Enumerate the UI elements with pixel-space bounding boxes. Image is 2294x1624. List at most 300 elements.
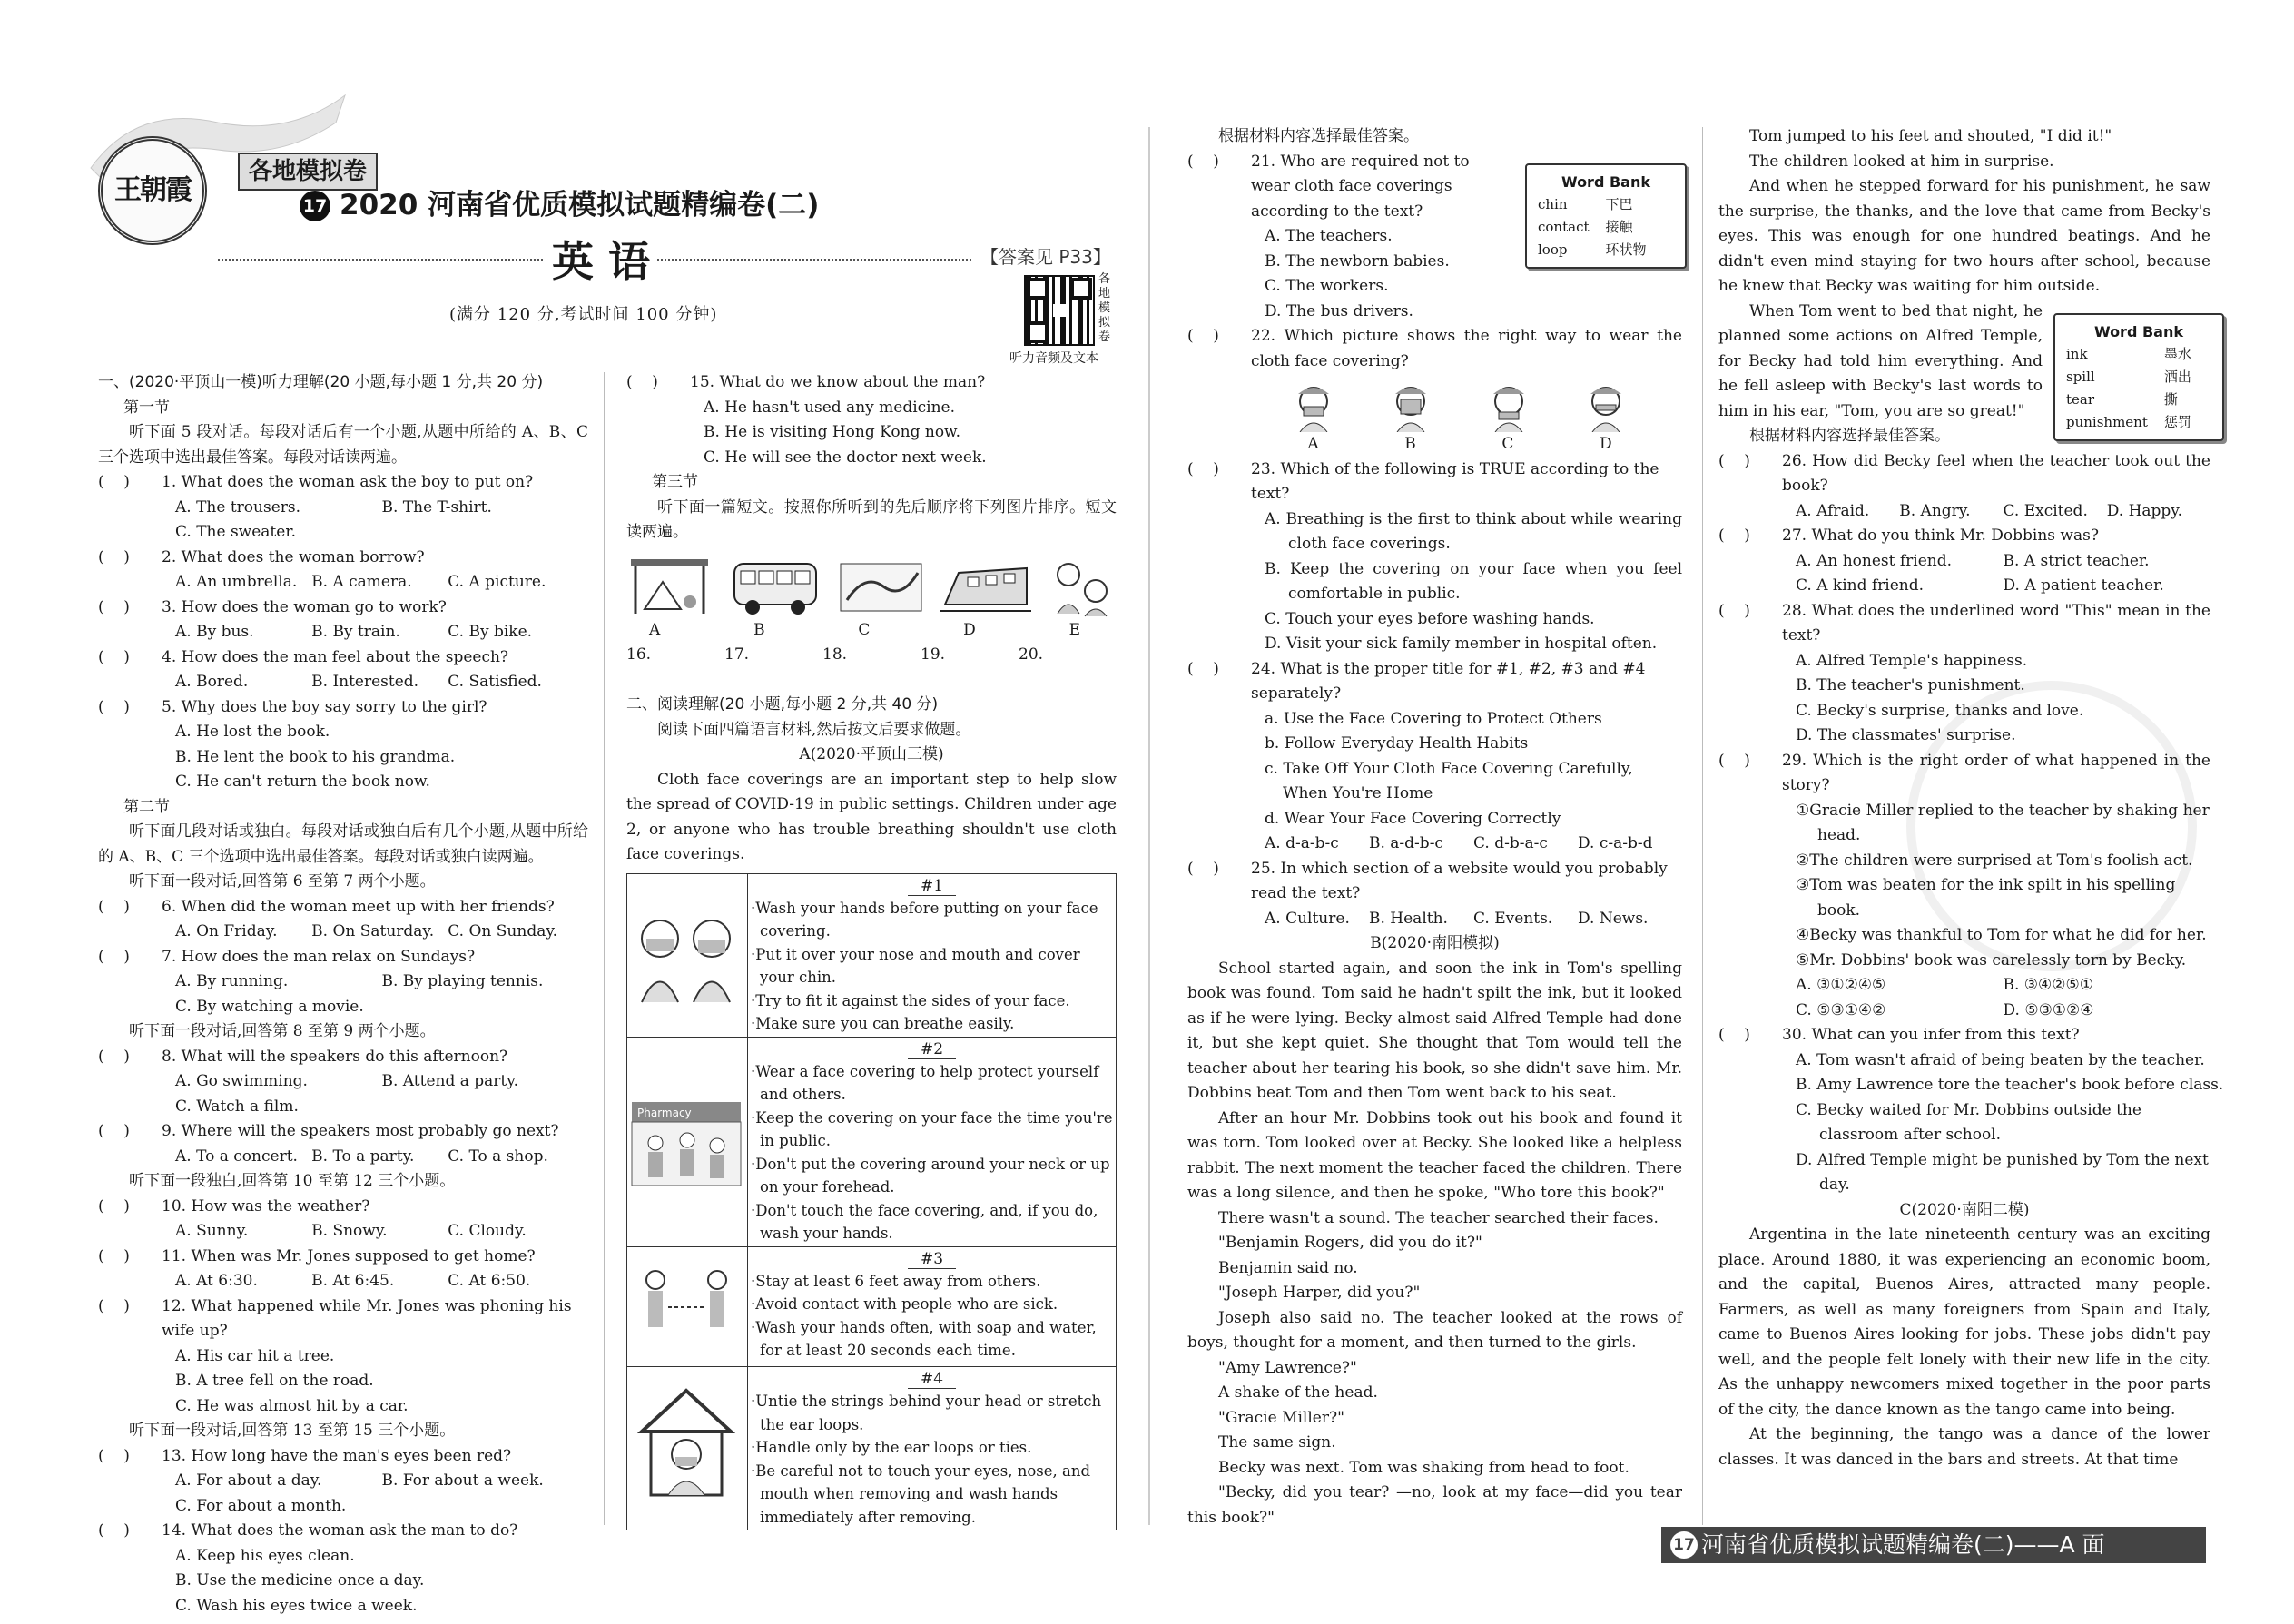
putting-on-mask-icon — [628, 875, 744, 1020]
exam-info: (满分 120 分,考试时间 100 分钟) — [449, 305, 718, 324]
question-12 — [98, 1294, 588, 1420]
question-4 — [98, 645, 588, 695]
word-bank-word: ink — [2066, 346, 2088, 362]
word-bank-word: punishment — [2066, 414, 2148, 430]
face-covering-tips-table — [626, 873, 1117, 1531]
passage-b-paragraph: "Becky, did you tear? —no, look at my face—did you tear this book?" — [1187, 1483, 1682, 1527]
paper-title: 2020 河南省优质模拟试题精编卷(二) — [340, 189, 820, 222]
passage-b-paragraph: The same sign. — [1218, 1433, 1336, 1452]
answer-slot[interactable]: ( ) — [98, 947, 130, 966]
tip-number: #2 — [908, 1040, 956, 1059]
listening-pictures — [626, 555, 1117, 618]
question-stem: 26. How did Becky feel when the teacher took out the book? — [1782, 451, 2210, 495]
option-a[interactable]: A. He hasn't used any medicine. — [704, 398, 956, 417]
option-c[interactable]: C. Becky's surprise, thanks and love. — [1796, 701, 2084, 720]
footer-bar — [1661, 1527, 2206, 1563]
word-bank-title: Word Bank — [2093, 323, 2183, 340]
column-divider-2 — [1148, 127, 1150, 1525]
qr-caption: 听力音频及文本 — [1009, 351, 1098, 366]
question-15 — [626, 370, 1117, 470]
event-3: ③Tom was beaten for the ink spilt in his spelling book. — [1796, 876, 2176, 920]
answer-slot[interactable]: ( ) — [1718, 527, 1750, 545]
part1-title: 第一节 — [123, 398, 170, 417]
part2-instructions: 听下面几段对话或独白。每段对话或独白后有几个小题,从题中所给的 A、B、C 三个选项中选出最佳答案。每段对话或独白读两遍。 — [98, 822, 588, 866]
tip-number: #4 — [908, 1370, 956, 1389]
question-stem: 7. How does the man relax on Sundays? — [162, 947, 476, 966]
tip-item: ·Put it over your nose and mouth and cover your chin. — [751, 945, 1080, 986]
passage-c-paragraph: Argentina in the late nineteenth century was an exciting place. Around 1880, it was experiencing an economic boom, and the capital, Buenos Aires, attracted many people. Farmers, as well as many foreigners from Spain and Italy, came to Buenos Aires looking for jobs. These jobs didn't pay well, and the people felt lonely with their new life in the city. As the unhappy newcomers mixed together in the poor parts of the city, the dance known as the tango came into being. — [1718, 1225, 2210, 1419]
option-b[interactable]: B. He is visiting Hong Kong now. — [704, 423, 960, 441]
road-map-picture-icon — [838, 555, 924, 618]
qr-code[interactable] — [1024, 275, 1095, 346]
tip-3-picture — [627, 1246, 748, 1367]
tip-1-picture — [627, 873, 748, 1037]
question-stem: 25. In which section of a website would you probably read the text? — [1251, 859, 1668, 902]
option-b[interactable]: B. Attend a party. — [381, 1072, 519, 1090]
question-stem: 23. Which of the following is TRUE according to the text? — [1251, 459, 1659, 503]
brand-badge-text: 王朝霞 — [114, 174, 191, 207]
passage-b-paragraph: Tom jumped to his feet and shouted, "I did it!" — [1749, 127, 2112, 145]
brand-badge — [98, 136, 207, 245]
passage-c-title: C(2020·南阳二模) — [1899, 1200, 2030, 1219]
q22-label-c: C — [1501, 435, 1514, 453]
option-a[interactable]: A. d-a-b-c — [1265, 834, 1339, 852]
question-stem: 14. What does the woman ask the man to do? — [162, 1521, 518, 1540]
question-10 — [98, 1195, 588, 1245]
question-stem: 12. What happened while Mr. Jones was phoning his wife up? — [162, 1296, 572, 1340]
option-b[interactable]: B. On Saturday. — [311, 922, 435, 940]
question-stem: 22. Which picture shows the right way to wear the cloth face covering? — [1251, 327, 1682, 370]
question-7 — [98, 945, 588, 1020]
passage-b-paragraph: After an hour Mr. Dobbins took out his book and found it was torn. Tom looked over at Becky. She looked like a helpless rabbit. The next moment the teacher faced the children. There was a long silence, and then he spoke, "Who tore this book?" — [1187, 1108, 1682, 1202]
train-picture-icon — [940, 555, 1031, 618]
tip-4-picture — [627, 1367, 748, 1530]
answer-slot[interactable]: ( ) — [1187, 859, 1219, 878]
answer-slot[interactable]: ( ) — [1187, 459, 1219, 478]
option-a[interactable]: A. An honest friend. — [1796, 551, 1953, 570]
option-a[interactable]: A. At 6:30. — [175, 1272, 258, 1290]
option-c[interactable]: C. d-b-a-c — [1473, 834, 1548, 852]
word-bank-word: loop — [1538, 241, 1568, 258]
option-b[interactable]: B. For about a week. — [381, 1471, 544, 1490]
option-b[interactable]: B. By train. — [311, 623, 400, 641]
answer-slot[interactable]: ( ) — [1718, 451, 1750, 470]
option-b[interactable]: B. Use the medicine once a day. — [175, 1571, 425, 1590]
picture-label-c: C — [858, 620, 871, 639]
picture-label-a: A — [649, 620, 661, 639]
answer-slot[interactable]: ( ) — [98, 647, 130, 666]
answer-slot[interactable]: ( ) — [1187, 327, 1219, 345]
answer-slot[interactable]: ( ) — [98, 1246, 130, 1265]
option-b[interactable]: B. Angry. — [1899, 501, 1971, 520]
tip-item: ·Wash your hands often, with soap and water, for at least 20 seconds each time. — [751, 1318, 1097, 1359]
tip-item: ·Untie the strings behind your head or stretch the ear loops. — [751, 1393, 1102, 1433]
option-a[interactable]: A. Sunny. — [175, 1222, 249, 1240]
pharmacy-street-icon — [628, 1038, 744, 1220]
column-3 — [1187, 124, 1682, 1530]
picture-label-d: D — [963, 620, 976, 639]
pharmacy-sign-text: Pharmacy — [637, 1106, 692, 1119]
passage-b-paragraph: "Benjamin Rogers, did you do it?" — [1218, 1234, 1482, 1252]
option-c[interactable]: C. He can't return the book now. — [175, 773, 430, 791]
word-bank-meaning: 环状物 — [1605, 241, 1647, 258]
question-stem: 11. When was Mr. Jones supposed to get home? — [162, 1246, 536, 1265]
option-a[interactable]: A. His car hit a tree. — [175, 1346, 335, 1365]
question-6 — [98, 895, 588, 945]
answer-slot[interactable]: ( ) — [1187, 659, 1219, 678]
word-bank-word: tear — [2066, 391, 2095, 408]
passage-b-paragraph: The children looked at him in surprise. — [1749, 152, 2054, 171]
q22-label-d: D — [1600, 435, 1612, 453]
option-a[interactable]: A. Culture. — [1265, 909, 1350, 928]
title-choice-a: a. Use the Face Covering to Protect Others — [1265, 709, 1602, 728]
option-c[interactable]: C. He will see the doctor next week. — [704, 448, 987, 467]
answer-slot[interactable]: ( ) — [98, 1122, 130, 1140]
option-d[interactable]: D. A patient teacher. — [2003, 576, 2164, 595]
passage-b-paragraph: There wasn't a sound. The teacher searched their faces. — [1218, 1208, 1659, 1227]
option-b[interactable]: B. A camera. — [311, 573, 412, 591]
option-b[interactable]: B. Snowy. — [311, 1222, 388, 1240]
option-c[interactable]: C. Events. — [1473, 909, 1553, 928]
tip-item: ·Make sure you can breathe easily. — [751, 1015, 1015, 1032]
question-11 — [98, 1245, 588, 1294]
event-1: ①Gracie Miller replied to the teacher by shaking her head. — [1796, 801, 2210, 844]
blank-label-17: 17. — [724, 645, 750, 664]
option-a[interactable]: A. To a concert. — [175, 1147, 298, 1166]
option-c[interactable]: C. Becky waited for Mr. Dobbins outside the classroom after school. — [1796, 1100, 2141, 1144]
event-2: ②The children were surprised at Tom's foolish act. — [1796, 851, 2193, 870]
option-c[interactable]: C. To a shop. — [448, 1147, 548, 1166]
phone-call-picture-icon — [1049, 555, 1117, 618]
word-bank-meaning: 惩罚 — [2163, 414, 2191, 430]
tip-number: #3 — [908, 1250, 956, 1269]
question-14 — [98, 1519, 588, 1619]
question-stem: 24. What is the proper title for #1, #2, #3 and #4 separately? — [1251, 659, 1646, 703]
passage-a-intro: Cloth face coverings are an important step to help slow the spread of COVID-19 in public settings. Children under age 2, or anyone who has trouble breathing shouldn't use cloth face coverings. — [626, 770, 1117, 863]
social-distance-icon — [628, 1248, 744, 1357]
question-stem: 10. How was the weather? — [162, 1196, 370, 1216]
question-stem: 2. What does the woman borrow? — [162, 547, 425, 566]
option-d[interactable]: D. Happy. — [2106, 501, 2183, 520]
question-stem: 21. Who are required not to wear cloth face coverings according to the text? — [1251, 152, 1470, 221]
question-stem: 5. Why does the boy say sorry to the girl? — [162, 697, 487, 716]
option-b[interactable]: B. To a party. — [311, 1147, 415, 1166]
word-bank-meaning: 接触 — [1605, 219, 1633, 235]
part3-instructions: 听下面一篇短文。按照你所听到的先后顺序将下列图片排序。短文读两遍。 — [626, 497, 1117, 541]
question-1 — [98, 470, 588, 546]
passage-b-paragraph: Becky was next. Tom was shaking from head to foot. — [1218, 1458, 1629, 1477]
option-d[interactable]: D. Visit your sick family member in hospital often. — [1265, 635, 1658, 653]
tip-item: ·Be careful not to touch your eyes, nose, and mouth when removing and wash hands immediately after removing. — [751, 1462, 1091, 1526]
question-stem: 15. What do we know about the man? — [690, 373, 986, 391]
q22-pictures — [1187, 374, 1682, 432]
option-b[interactable]: B. The teacher's punishment. — [1796, 676, 2025, 694]
answer-slot[interactable]: ( ) — [98, 547, 130, 566]
part3-title: 第三节 — [652, 473, 698, 491]
answer-slot[interactable]: ( ) — [1718, 751, 1750, 770]
option-d[interactable]: D. Alfred Temple might be punished by Tom the next day. — [1796, 1150, 2209, 1194]
passage-b-paragraph: School started again, and soon the ink in Tom's spelling book was found. Tom said he hadn't spilt the ink, but it looked as if he were lying. Becky almost said Alfred Temple had done it, but she kept quiet. She thought that Tom would tell the teacher about her tearing his book, so she didn't save him. Mr. Dobbins beat Tom and then Tom went back to his seat. — [1187, 959, 1682, 1102]
question-stem: 4. How does the man feel about the speech? — [162, 647, 509, 666]
question-stem: 27. What do you think Mr. Dobbins was? — [1782, 527, 2099, 545]
tip-row-2 — [627, 1037, 1117, 1246]
blank-label-19: 19. — [921, 645, 946, 664]
option-b[interactable]: B. The newborn babies. — [1265, 251, 1450, 271]
passage-b-paragraph: And when he stepped forward for his punishment, he saw the surprise, the thanks, and the love that came from Becky's eyes. This was enough for one hundred beatings. And he didn't even mind staying for two hours after school, because he knew that Becky was waiting for him outside. — [1718, 177, 2210, 295]
question-27 — [1718, 524, 2210, 599]
tip-item: ·Wash your hands before putting on your face covering. — [751, 899, 1098, 940]
option-b[interactable]: B. Health. — [1369, 909, 1448, 928]
question-stem: 9. Where will the speakers most probably go next? — [162, 1122, 559, 1140]
event-5: ⑤Mr. Dobbins' book was carelessly torn by Becky. — [1796, 950, 2187, 969]
answer-slot[interactable]: ( ) — [98, 897, 130, 916]
mask-option-b-icon[interactable] — [1388, 379, 1433, 432]
answer-slot[interactable]: ( ) — [1718, 601, 1750, 620]
option-d[interactable]: D. c-a-b-d — [1578, 834, 1653, 852]
blank-label-16: 16. — [626, 645, 652, 664]
word-bank-word: spill — [2066, 369, 2095, 385]
intro-13-15: 听下面一段对话,回答第 13 至第 15 三个小题。 — [129, 1422, 456, 1440]
question-stem: 28. What does the underlined word "This" mean in the text? — [1782, 601, 2210, 645]
option-a[interactable]: A. Keep his eyes clean. — [175, 1546, 355, 1565]
passage-b-paragraph: "Gracie Miller?" — [1218, 1408, 1344, 1427]
option-a[interactable]: A. Alfred Temple's happiness. — [1796, 651, 2028, 670]
option-b[interactable]: B. At 6:45. — [311, 1272, 395, 1290]
question-stem: 30. What can you infer from this text? — [1782, 1026, 2080, 1044]
option-b[interactable]: B. By playing tennis. — [381, 972, 544, 990]
question-stem: 6. When did the woman meet up with her friends? — [162, 897, 555, 916]
tip-item: ·Handle only by the ear loops or ties. — [751, 1439, 1032, 1456]
reading-instructions: 阅读下面四篇语言材料,然后按文后要求做题。 — [657, 720, 971, 739]
option-c[interactable]: C. On Sunday. — [448, 922, 558, 940]
option-a[interactable]: A. Tom wasn't afraid of being beaten by the teacher. — [1796, 1050, 2205, 1069]
question-23 — [1187, 458, 1682, 657]
passage-c-paragraph: At the beginning, the tango was a dance of the lower classes. It was danced in the bars and streets. At that time — [1718, 1425, 2210, 1469]
series-label: 各地模拟卷 — [238, 153, 378, 191]
column-divider-1 — [604, 372, 605, 1525]
blank-label-18: 18. — [822, 645, 848, 664]
passage-b-choose-instruction: 根据材料内容选择最佳答案。 — [1749, 427, 1950, 445]
passage-b-paragraph: When Tom went to bed that night, he planned some actions on Alfred Temple, for Becky had told him everything. And he fell asleep with Becky's last words to him in his ear, "Tom, you are so great!" — [1718, 301, 2043, 420]
tip-number: #1 — [908, 877, 956, 896]
picture-labels — [626, 618, 1117, 644]
option-d[interactable]: D. The bus drivers. — [1265, 301, 1413, 320]
bus-stop-picture-icon — [626, 555, 713, 618]
tip-item: ·Don't touch the face covering, and, if you do, wash your hands. — [751, 1201, 1098, 1242]
option-c[interactable]: C. Satisfied. — [448, 673, 542, 691]
answer-slot[interactable]: ( ) — [98, 1296, 130, 1315]
title-choice-d: d. Wear Your Face Covering Correctly — [1265, 809, 1561, 828]
question-24 — [1187, 657, 1682, 857]
qr-pattern-icon — [1026, 277, 1093, 344]
answer-slot[interactable]: ( ) — [98, 1047, 130, 1066]
question-13 — [98, 1444, 588, 1520]
option-c[interactable]: C. Excited. — [2003, 501, 2088, 520]
option-c[interactable]: C. Wash his eyes twice a week. — [175, 1596, 418, 1615]
tip-row-4 — [627, 1367, 1117, 1530]
q22-label-a: A — [1307, 435, 1319, 453]
option-a[interactable]: A. Breathing is the first to think about while wearing cloth face coverings. — [1265, 509, 1682, 553]
tip-item: ·Stay at least 6 feet away from others. — [751, 1272, 1041, 1290]
option-a[interactable]: A. Afraid. — [1796, 501, 1870, 520]
column-divider-3 — [1702, 127, 1703, 1525]
answer-slot[interactable]: ( ) — [626, 373, 658, 391]
passage-a-choose-instruction: 根据材料内容选择最佳答案。 — [1218, 127, 1419, 145]
word-bank-title: Word Bank — [1561, 173, 1650, 191]
column-2 — [626, 370, 1117, 1530]
option-a[interactable]: A. ③①②④⑤ — [1796, 976, 1886, 994]
answer-slot[interactable]: ( ) — [1187, 152, 1219, 171]
paper-title-row — [300, 191, 819, 221]
listening-section-title: 一、(2020·平顶山一模)听力理解(20 小题,每小题 1 分,共 20 分) — [98, 373, 544, 391]
option-c[interactable]: C. By bike. — [448, 623, 533, 641]
picture-label-b: B — [753, 620, 765, 639]
picture-label-e: E — [1068, 620, 1080, 639]
option-a[interactable]: A. On Friday. — [175, 922, 278, 940]
question-stem: 3. How does the woman go to work? — [162, 597, 447, 616]
option-c[interactable]: C. ⑤③①④② — [1796, 1000, 1886, 1019]
option-a[interactable]: A. An umbrella. — [175, 573, 298, 591]
option-a[interactable]: A. He lost the book. — [175, 723, 330, 741]
mask-option-d-icon[interactable] — [1583, 379, 1629, 432]
question-stem: 1. What does the woman ask the boy to put on? — [162, 473, 534, 491]
question-stem: 13. How long have the man's eyes been red? — [162, 1446, 512, 1465]
option-a[interactable]: A. Go swimming. — [175, 1072, 308, 1090]
option-a[interactable]: A. The teachers. — [1265, 227, 1393, 245]
option-d[interactable]: D. ⑤③①②④ — [2003, 1000, 2094, 1019]
word-bank-meaning: 撕 — [2163, 391, 2178, 408]
option-c[interactable]: C. The sweater. — [175, 523, 296, 541]
word-bank-meaning: 下巴 — [1605, 196, 1633, 212]
passage-b-paragraph: A shake of the head. — [1218, 1383, 1378, 1402]
title-choice-c: c. Take Off Your Cloth Face Covering Carefully, When You're Home — [1265, 759, 1633, 802]
paper-number-badge: 17 — [300, 191, 330, 221]
option-c[interactable]: C. The workers. — [1265, 277, 1389, 295]
answer-slot[interactable]: ( ) — [98, 1196, 130, 1216]
answer-slot[interactable]: ( ) — [1718, 1026, 1750, 1044]
word-bank-word: chin — [1538, 196, 1568, 212]
answer-slot[interactable]: ( ) — [98, 1446, 130, 1465]
tip-row-3 — [627, 1246, 1117, 1367]
option-a[interactable]: A. Bored. — [175, 673, 249, 691]
word-bank-b — [2053, 313, 2224, 441]
word-bank-a — [1525, 163, 1687, 269]
option-a[interactable]: A. By bus. — [175, 623, 254, 641]
option-b[interactable]: B. ③④②⑤① — [2003, 976, 2094, 994]
option-a[interactable]: A. For about a day. — [175, 1471, 322, 1490]
option-c[interactable]: C. Cloudy. — [448, 1222, 527, 1240]
passage-b-paragraph: "Joseph Harper, did you?" — [1218, 1284, 1421, 1302]
option-b[interactable]: B. Amy Lawrence tore the teacher's book before class. — [1796, 1076, 2224, 1094]
option-b[interactable]: B. Interested. — [311, 673, 419, 691]
option-c[interactable]: C. At 6:50. — [448, 1272, 531, 1290]
home-mask-removal-icon — [628, 1368, 744, 1513]
part1-instructions: 听下面 5 段对话。每段对话后有一个小题,从题中所给的 A、B、C 三个选项中选出最佳答案。每段对话读两遍。 — [98, 423, 588, 467]
qr-side-text: 各地模拟卷 — [1098, 272, 1111, 344]
intro-6-7: 听下面一段对话,回答第 6 至第 7 两个小题。 — [129, 872, 436, 891]
blank-label-20: 20. — [1019, 645, 1044, 664]
question-5 — [98, 695, 588, 795]
option-d[interactable]: D. News. — [1578, 909, 1649, 928]
intro-10-12: 听下面一段独白,回答第 10 至第 12 三个小题。 — [129, 1172, 456, 1190]
tip-item: ·Keep the covering on your face the time you're in public. — [751, 1108, 1113, 1149]
option-b[interactable]: B. A strict teacher. — [2003, 551, 2150, 570]
event-4: ④Becky was thankful to Tom for what he did for her. — [1796, 926, 2207, 944]
option-b[interactable]: B. A tree fell on the road. — [175, 1372, 374, 1390]
watermark-seal — [1906, 681, 2197, 971]
option-c[interactable]: C. Watch a film. — [175, 1097, 299, 1116]
passage-a-title: A(2020·平顶山三模) — [799, 745, 944, 763]
order-blanks — [626, 643, 1117, 693]
footer-text: 河南省优质模拟试题精编卷(二)——A 面 — [1701, 1531, 2105, 1559]
question-3 — [98, 595, 588, 645]
question-8 — [98, 1045, 588, 1120]
option-b[interactable]: B. He lent the book to his grandma. — [175, 747, 456, 766]
option-c[interactable]: C. Touch your eyes before washing hands. — [1265, 609, 1595, 628]
option-c[interactable]: C. For about a month. — [175, 1496, 347, 1515]
q22-labels — [1187, 432, 1682, 458]
tip-item: ·Try to fit it against the sides of your face. — [751, 991, 1070, 1009]
passage-b-paragraph: Joseph also said no. The teacher looked at the rows of boys, thought for a moment, and then turned to the girls. — [1187, 1308, 1682, 1352]
intro-8-9: 听下面一段对话,回答第 8 至第 9 两个小题。 — [129, 1022, 436, 1040]
option-c[interactable]: C. A picture. — [448, 573, 546, 591]
answer-slot[interactable]: ( ) — [98, 473, 130, 491]
question-22 — [1187, 324, 1682, 458]
tip-item: ·Avoid contact with people who are sick. — [751, 1295, 1058, 1313]
passage-b-paragraph: "Amy Lawrence?" — [1218, 1358, 1357, 1377]
tip-2-picture — [627, 1037, 748, 1246]
option-a[interactable]: A. By running. — [175, 972, 289, 990]
passage-b-paragraph: Benjamin said no. — [1218, 1258, 1358, 1277]
question-30 — [1718, 1023, 2224, 1198]
column-1 — [98, 370, 588, 1619]
answer-reference: 【答案见 P33】 — [980, 246, 1111, 268]
word-bank-meaning: 墨水 — [2163, 346, 2191, 362]
word-bank-meaning: 洒出 — [2163, 369, 2191, 385]
mask-option-c-icon[interactable] — [1486, 379, 1531, 432]
bus-picture-icon — [730, 555, 821, 618]
answer-slot[interactable]: ( ) — [98, 597, 130, 616]
footer-number-badge: 17 — [1670, 1531, 1698, 1559]
mask-option-a-icon[interactable] — [1291, 379, 1336, 432]
subject-title: 英 语 — [545, 234, 657, 289]
reading-section-title: 二、阅读理解(20 小题,每小题 2 分,共 40 分) — [626, 695, 939, 714]
option-b[interactable]: B. The T-shirt. — [381, 497, 492, 517]
title-choice-b: b. Follow Everyday Health Habits — [1265, 734, 1529, 753]
question-stem: 29. Which is the right order of what happened in the story? — [1782, 751, 2210, 794]
question-2 — [98, 546, 588, 595]
option-d[interactable]: D. The classmates' surprise. — [1796, 726, 2016, 744]
word-bank-word: contact — [1538, 219, 1590, 235]
option-c[interactable]: C. By watching a movie. — [175, 997, 364, 1016]
q22-label-b: B — [1404, 435, 1416, 453]
question-26 — [1718, 449, 2210, 525]
part2-title: 第二节 — [123, 797, 170, 816]
answer-slot[interactable]: ( ) — [98, 697, 130, 716]
question-stem: 8. What will the speakers do this afternoon? — [162, 1047, 508, 1066]
question-9 — [98, 1119, 588, 1169]
option-c[interactable]: C. A kind friend. — [1796, 576, 1925, 595]
tip-item: ·Wear a face covering to help protect yourself and others. — [751, 1062, 1099, 1103]
answer-slot[interactable]: ( ) — [98, 1521, 130, 1540]
tip-row-1 — [627, 873, 1117, 1037]
question-25 — [1187, 857, 1682, 932]
option-c[interactable]: C. He was almost hit by a car. — [175, 1396, 409, 1415]
option-b[interactable]: B. a-d-b-c — [1369, 834, 1443, 852]
passage-b-title: B(2020·南阳模拟) — [1370, 934, 1500, 952]
option-a[interactable]: A. The trousers. — [175, 497, 301, 517]
option-b[interactable]: B. Keep the covering on your face when you feel comfortable in public. — [1265, 559, 1682, 603]
